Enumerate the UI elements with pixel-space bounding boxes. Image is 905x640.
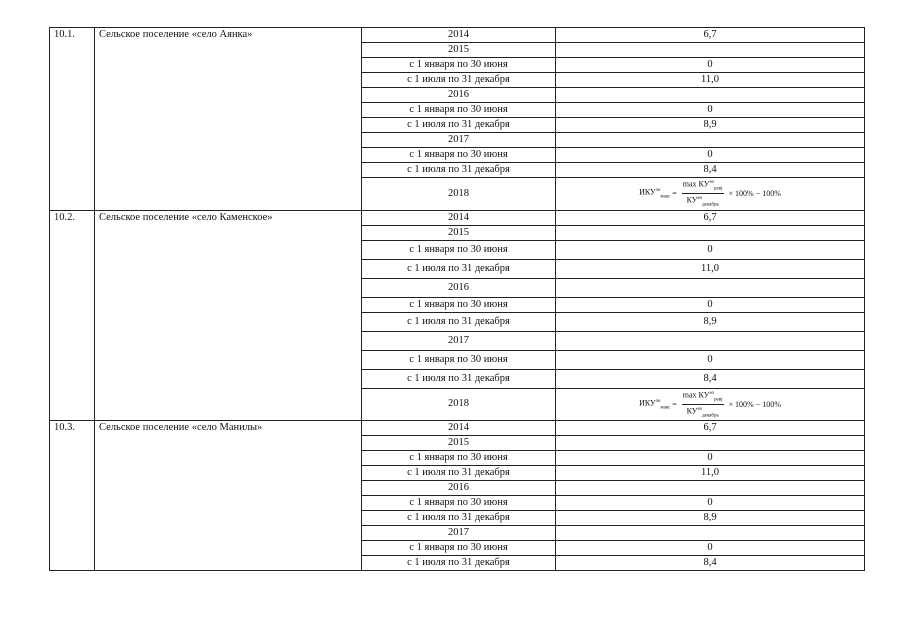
value-cell — [556, 481, 865, 496]
period-cell: с 1 июля по 31 декабря — [362, 163, 556, 178]
value-cell — [556, 133, 865, 148]
period-cell: с 1 января по 30 июня — [362, 350, 556, 369]
settlement-number: 10.1. — [50, 28, 95, 211]
period-cell: с 1 января по 30 июня — [362, 451, 556, 466]
period-cell: 2015 — [362, 225, 556, 240]
formula-cell — [556, 388, 865, 421]
period-cell: с 1 июля по 31 декабря — [362, 556, 556, 571]
value-cell: 0 — [556, 103, 865, 118]
period-cell: 2015 — [362, 43, 556, 58]
value-cell — [556, 278, 865, 297]
value-cell: 11,0 — [556, 73, 865, 88]
formula-eq: = — [672, 399, 677, 409]
formula — [639, 178, 781, 210]
period-cell: 2017 — [362, 331, 556, 350]
value-cell: 11,0 — [556, 466, 865, 481]
tariff-table-sheet — [49, 27, 865, 571]
period-cell: 2017 — [362, 526, 556, 541]
tariff-table-body — [50, 28, 865, 571]
value-cell: 8,9 — [556, 118, 865, 133]
value-cell: 6,7 — [556, 421, 865, 436]
formula-rest: × 100% − 100% — [728, 189, 781, 199]
formula-denominator: $КУ^{эо}_{декабрь}$ — [686, 195, 719, 208]
period-cell: с 1 июля по 31 декабря — [362, 312, 556, 331]
period-cell: 2016 — [362, 88, 556, 103]
value-cell: 8,4 — [556, 369, 865, 388]
period-cell: с 1 июля по 31 декабря — [362, 118, 556, 133]
period-cell: с 1 января по 30 июня — [362, 297, 556, 312]
formula — [639, 389, 781, 421]
period-cell: 2016 — [362, 278, 556, 297]
value-cell: 11,0 — [556, 259, 865, 278]
period-cell: 2017 — [362, 133, 556, 148]
value-cell: 0 — [556, 541, 865, 556]
period-cell: с 1 января по 30 июня — [362, 148, 556, 163]
period-cell: с 1 июля по 31 декабря — [362, 369, 556, 388]
period-cell: с 1 января по 30 июня — [362, 541, 556, 556]
formula-fraction — [682, 178, 724, 210]
period-cell: с 1 июля по 31 декабря — [362, 466, 556, 481]
value-cell — [556, 526, 865, 541]
formula-rest: × 100% − 100% — [728, 399, 781, 409]
value-cell: 0 — [556, 240, 865, 259]
value-cell — [556, 331, 865, 350]
value-cell: 0 — [556, 148, 865, 163]
formula-numerator: $\max КУ^{эо}_{ревj}$ — [682, 389, 724, 405]
formula-fraction — [682, 389, 724, 421]
period-cell: 2015 — [362, 436, 556, 451]
settlement-number: 10.3. — [50, 421, 95, 571]
value-cell: 8,4 — [556, 163, 865, 178]
value-cell: 0 — [556, 58, 865, 73]
settlement-number: 10.2. — [50, 210, 95, 421]
period-cell: с 1 июля по 31 декабря — [362, 259, 556, 278]
period-cell: 2016 — [362, 481, 556, 496]
period-cell: с 1 января по 30 июня — [362, 496, 556, 511]
period-cell: с 1 января по 30 июня — [362, 240, 556, 259]
table-row — [50, 421, 865, 436]
settlement-name: Сельское поселение «село Аянка» — [95, 28, 362, 211]
value-cell: 8,9 — [556, 511, 865, 526]
period-cell: с 1 июля по 31 декабря — [362, 73, 556, 88]
value-cell: 6,7 — [556, 210, 865, 225]
value-cell: 6,7 — [556, 28, 865, 43]
value-cell — [556, 225, 865, 240]
value-cell — [556, 43, 865, 58]
formula-lhs: $ИКУ^{эо}_{макс}$ — [639, 398, 671, 410]
period-cell: 2014 — [362, 210, 556, 225]
value-cell: 0 — [556, 297, 865, 312]
settlement-name: Сельское поселение «село Каменское» — [95, 210, 362, 421]
table-row — [50, 210, 865, 225]
formula-cell — [556, 178, 865, 211]
value-cell — [556, 436, 865, 451]
period-cell: с 1 января по 30 июня — [362, 103, 556, 118]
formula-eq: = — [672, 189, 677, 199]
period-cell: 2014 — [362, 421, 556, 436]
settlement-name: Сельское поселение «село Манилы» — [95, 421, 362, 571]
table-row — [50, 28, 865, 43]
period-cell: с 1 июля по 31 декабря — [362, 511, 556, 526]
period-cell: 2018 — [362, 388, 556, 421]
value-cell: 0 — [556, 451, 865, 466]
value-cell: 0 — [556, 350, 865, 369]
value-cell — [556, 88, 865, 103]
formula-denominator: $КУ^{эо}_{декабрь}$ — [686, 406, 719, 418]
tariff-table — [49, 27, 865, 571]
value-cell: 0 — [556, 496, 865, 511]
formula-lhs: $ИКУ^{эо}_{макс}$ — [639, 187, 671, 200]
formula-numerator: $\max КУ^{эо}_{ревj}$ — [682, 178, 724, 194]
value-cell: 8,9 — [556, 312, 865, 331]
value-cell: 8,4 — [556, 556, 865, 571]
period-cell: 2018 — [362, 178, 556, 211]
period-cell: с 1 января по 30 июня — [362, 58, 556, 73]
period-cell: 2014 — [362, 28, 556, 43]
